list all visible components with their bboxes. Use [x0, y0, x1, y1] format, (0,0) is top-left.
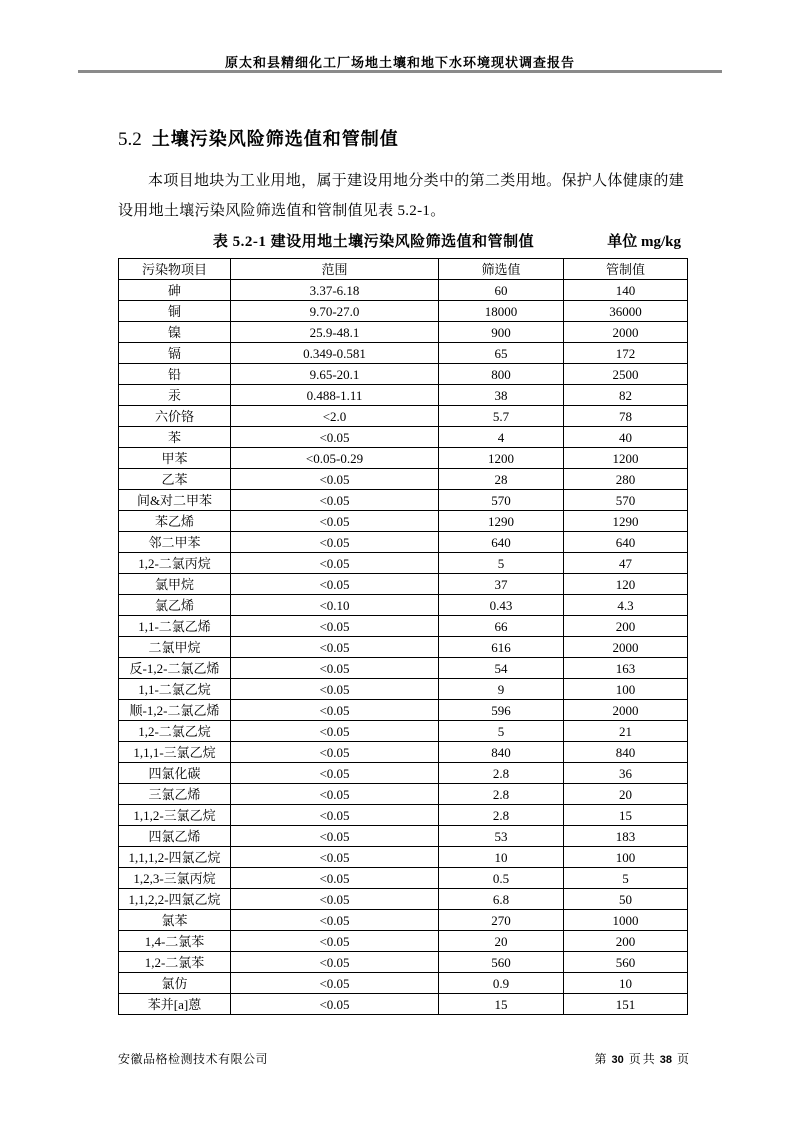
table-cell: <0.05 — [231, 994, 439, 1015]
table-row — [119, 553, 688, 574]
table-row — [119, 301, 688, 322]
table-cell: 镉 — [119, 343, 231, 364]
table-cell: 0.488-1.11 — [231, 385, 439, 406]
table-cell: 10 — [564, 973, 688, 994]
table-row — [119, 679, 688, 700]
table-unit-label: 单位 mg/kg — [607, 234, 681, 250]
table-row — [119, 469, 688, 490]
table-cell: <0.05 — [231, 952, 439, 973]
table-row — [119, 448, 688, 469]
table-cell: 5 — [439, 721, 564, 742]
table-cell: 100 — [564, 847, 688, 868]
table-row — [119, 868, 688, 889]
table-cell: <0.05 — [231, 490, 439, 511]
table-cell: 镍 — [119, 322, 231, 343]
table-cell: <0.05 — [231, 574, 439, 595]
table-cell: <0.05 — [231, 721, 439, 742]
table-header-cell: 筛选值 — [439, 259, 564, 280]
table-cell: 甲苯 — [119, 448, 231, 469]
table-cell: 5 — [564, 868, 688, 889]
table-row — [119, 490, 688, 511]
table-cell: 200 — [564, 931, 688, 952]
table-cell: 25.9-48.1 — [231, 322, 439, 343]
table-cell: 4.3 — [564, 595, 688, 616]
table-cell: <0.05 — [231, 616, 439, 637]
table-row — [119, 427, 688, 448]
table-row — [119, 511, 688, 532]
table-caption-row — [118, 230, 687, 252]
table-cell: <0.05 — [231, 868, 439, 889]
running-header-title: 原太和县精细化工厂场地土壤和地下水环境现状调查报告 — [224, 55, 575, 70]
table-row — [119, 910, 688, 931]
table-cell: 900 — [439, 322, 564, 343]
table-cell: 9.65-20.1 — [231, 364, 439, 385]
table-cell: <0.05 — [231, 700, 439, 721]
table-row — [119, 784, 688, 805]
table-cell: 间&对二甲苯 — [119, 490, 231, 511]
table-row — [119, 364, 688, 385]
table-cell: 0.349-0.581 — [231, 343, 439, 364]
table-cell: <0.05 — [231, 910, 439, 931]
table-cell: <0.05 — [231, 826, 439, 847]
body-paragraph: 本项目地块为工业用地，属于建设用地分类中的第二类用地。保护人体健康的建设用地土壤污染风险筛选值和管制值见表 5.2-1。 — [118, 173, 684, 219]
footer-company-name: 安徽品格检测技术有限公司 — [118, 1052, 269, 1066]
table-cell: 140 — [564, 280, 688, 301]
table-cell: 151 — [564, 994, 688, 1015]
table-cell: <0.05 — [231, 847, 439, 868]
table-cell: 邻二甲苯 — [119, 532, 231, 553]
table-row — [119, 763, 688, 784]
table-cell: <0.05 — [231, 532, 439, 553]
table-row — [119, 994, 688, 1015]
current-page-number: 30 — [611, 1054, 624, 1066]
table-row — [119, 385, 688, 406]
table-cell: 640 — [564, 532, 688, 553]
table-cell: 1,1,1,2-四氯乙烷 — [119, 847, 231, 868]
table-cell: 20 — [564, 784, 688, 805]
table-cell: 铅 — [119, 364, 231, 385]
table-cell: 616 — [439, 637, 564, 658]
table-cell: 840 — [564, 742, 688, 763]
table-header-row — [119, 259, 688, 280]
table-cell: 1290 — [564, 511, 688, 532]
table-cell: <0.05 — [231, 931, 439, 952]
table-cell: 1,2,3-三氯丙烷 — [119, 868, 231, 889]
section-heading — [118, 125, 399, 151]
table-cell: 280 — [564, 469, 688, 490]
section-number: 5.2 — [118, 129, 142, 150]
table-cell: 5 — [439, 553, 564, 574]
table-row — [119, 721, 688, 742]
table-cell: 9.70-27.0 — [231, 301, 439, 322]
table-row — [119, 658, 688, 679]
table-cell: 800 — [439, 364, 564, 385]
total-word-label: 共 — [642, 1052, 655, 1066]
table-cell: <0.05 — [231, 553, 439, 574]
table-cell: 560 — [439, 952, 564, 973]
table-cell: 6.8 — [439, 889, 564, 910]
table-row — [119, 616, 688, 637]
table-cell: 1,1-二氯乙烯 — [119, 616, 231, 637]
table-row — [119, 343, 688, 364]
table-cell: <0.05 — [231, 679, 439, 700]
table-cell: 四氯化碳 — [119, 763, 231, 784]
table-cell: 66 — [439, 616, 564, 637]
table-row — [119, 826, 688, 847]
table-cell: <0.05-0.29 — [231, 448, 439, 469]
table-cell: 2000 — [564, 322, 688, 343]
table-cell: 172 — [564, 343, 688, 364]
table-header-cell: 范围 — [231, 259, 439, 280]
table-cell: 反-1,2-二氯乙烯 — [119, 658, 231, 679]
table-cell: 1200 — [564, 448, 688, 469]
table-cell: 1290 — [439, 511, 564, 532]
table-cell: 10 — [439, 847, 564, 868]
table-cell: 38 — [439, 385, 564, 406]
table-row — [119, 847, 688, 868]
table-cell: 1,2-二氯丙烷 — [119, 553, 231, 574]
table-cell: 50 — [564, 889, 688, 910]
table-cell: <0.10 — [231, 595, 439, 616]
table-cell: 2500 — [564, 364, 688, 385]
table-cell: 0.5 — [439, 868, 564, 889]
table-cell: 2.8 — [439, 784, 564, 805]
table-row — [119, 406, 688, 427]
table-cell: 六价铬 — [119, 406, 231, 427]
page-suffix-label: 页 — [676, 1052, 689, 1066]
table-cell: 840 — [439, 742, 564, 763]
table-cell: 21 — [564, 721, 688, 742]
table-cell: <0.05 — [231, 973, 439, 994]
table-row — [119, 742, 688, 763]
table-cell: 2000 — [564, 637, 688, 658]
table-cell: <0.05 — [231, 511, 439, 532]
table-cell: 596 — [439, 700, 564, 721]
table-row — [119, 322, 688, 343]
table-cell: 1,1-二氯乙烷 — [119, 679, 231, 700]
table-cell: 四氯乙烯 — [119, 826, 231, 847]
table-cell: 47 — [564, 553, 688, 574]
table-cell: 4 — [439, 427, 564, 448]
table-cell: 15 — [439, 994, 564, 1015]
table-cell: <0.05 — [231, 742, 439, 763]
table-row — [119, 574, 688, 595]
table-cell: 560 — [564, 952, 688, 973]
table-cell: <0.05 — [231, 805, 439, 826]
table-cell: 100 — [564, 679, 688, 700]
table-cell: 18000 — [439, 301, 564, 322]
table-cell: 1,1,2,2-四氯乙烷 — [119, 889, 231, 910]
section-title: 土壤污染风险筛选值和管制值 — [151, 129, 399, 149]
table-cell: <0.05 — [231, 427, 439, 448]
table-cell: 0.43 — [439, 595, 564, 616]
table-cell: 铜 — [119, 301, 231, 322]
table-cell: 270 — [439, 910, 564, 931]
page-word-label: 页 — [628, 1052, 641, 1066]
table-row — [119, 700, 688, 721]
table-cell: 9 — [439, 679, 564, 700]
table-cell: 苯乙烯 — [119, 511, 231, 532]
table-row — [119, 637, 688, 658]
table-cell: 1000 — [564, 910, 688, 931]
table-cell: 28 — [439, 469, 564, 490]
table-cell: 1,1,1-三氯乙烷 — [119, 742, 231, 763]
table-cell: 苯 — [119, 427, 231, 448]
table-cell: 1,2-二氯乙烷 — [119, 721, 231, 742]
table-cell: 78 — [564, 406, 688, 427]
table-header-cell: 管制值 — [564, 259, 688, 280]
table-cell: <0.05 — [231, 784, 439, 805]
table-caption: 表 5.2-1 建设用地土壤污染风险筛选值和管制值 — [212, 234, 535, 250]
table-row — [119, 280, 688, 301]
table-cell: 65 — [439, 343, 564, 364]
table-cell: 1200 — [439, 448, 564, 469]
table-cell: 氯甲烷 — [119, 574, 231, 595]
table-cell: 200 — [564, 616, 688, 637]
table-cell: 36000 — [564, 301, 688, 322]
table-cell: 氯仿 — [119, 973, 231, 994]
table-cell: 苯并[a]蒽 — [119, 994, 231, 1015]
table-cell: 3.37-6.18 — [231, 280, 439, 301]
table-cell: 2000 — [564, 700, 688, 721]
table-cell: 163 — [564, 658, 688, 679]
table-cell: 640 — [439, 532, 564, 553]
table-cell: 0.9 — [439, 973, 564, 994]
table-header-cell: 污染物项目 — [119, 259, 231, 280]
table-cell: <0.05 — [231, 637, 439, 658]
header-divider — [78, 70, 722, 73]
table-cell: 570 — [564, 490, 688, 511]
table-row — [119, 931, 688, 952]
table-cell: 砷 — [119, 280, 231, 301]
table-row — [119, 973, 688, 994]
table-row — [119, 805, 688, 826]
table-cell: 36 — [564, 763, 688, 784]
table-cell: 汞 — [119, 385, 231, 406]
table-cell: <0.05 — [231, 469, 439, 490]
table-cell: 60 — [439, 280, 564, 301]
table-cell: 120 — [564, 574, 688, 595]
table-cell: 氯乙烯 — [119, 595, 231, 616]
table-cell: 183 — [564, 826, 688, 847]
table-cell: 82 — [564, 385, 688, 406]
table-row — [119, 595, 688, 616]
table-cell: 40 — [564, 427, 688, 448]
table-cell: 2.8 — [439, 805, 564, 826]
table-cell: <0.05 — [231, 658, 439, 679]
table-cell: 37 — [439, 574, 564, 595]
table-cell: 2.8 — [439, 763, 564, 784]
table-row — [119, 889, 688, 910]
table-cell: 5.7 — [439, 406, 564, 427]
table-cell: 二氯甲烷 — [119, 637, 231, 658]
table-row — [119, 952, 688, 973]
table-cell: 1,1,2-三氯乙烷 — [119, 805, 231, 826]
table-cell: 570 — [439, 490, 564, 511]
table-cell: 20 — [439, 931, 564, 952]
table-cell: 15 — [564, 805, 688, 826]
pollutant-table — [118, 258, 688, 1015]
table-row — [119, 532, 688, 553]
table-cell: 1,2-二氯苯 — [119, 952, 231, 973]
table-cell: 氯苯 — [119, 910, 231, 931]
table-cell: <2.0 — [231, 406, 439, 427]
table-cell: <0.05 — [231, 763, 439, 784]
total-page-number: 38 — [659, 1054, 672, 1066]
table-cell: 乙苯 — [119, 469, 231, 490]
table-cell: <0.05 — [231, 889, 439, 910]
table-cell: 53 — [439, 826, 564, 847]
table-cell: 54 — [439, 658, 564, 679]
table-body — [119, 280, 688, 1015]
table-cell: 顺-1,2-二氯乙烯 — [119, 700, 231, 721]
footer-page-number — [593, 1050, 690, 1067]
table-cell: 1,4-二氯苯 — [119, 931, 231, 952]
table-cell: 三氯乙烯 — [119, 784, 231, 805]
page-prefix-label: 第 — [594, 1052, 607, 1066]
